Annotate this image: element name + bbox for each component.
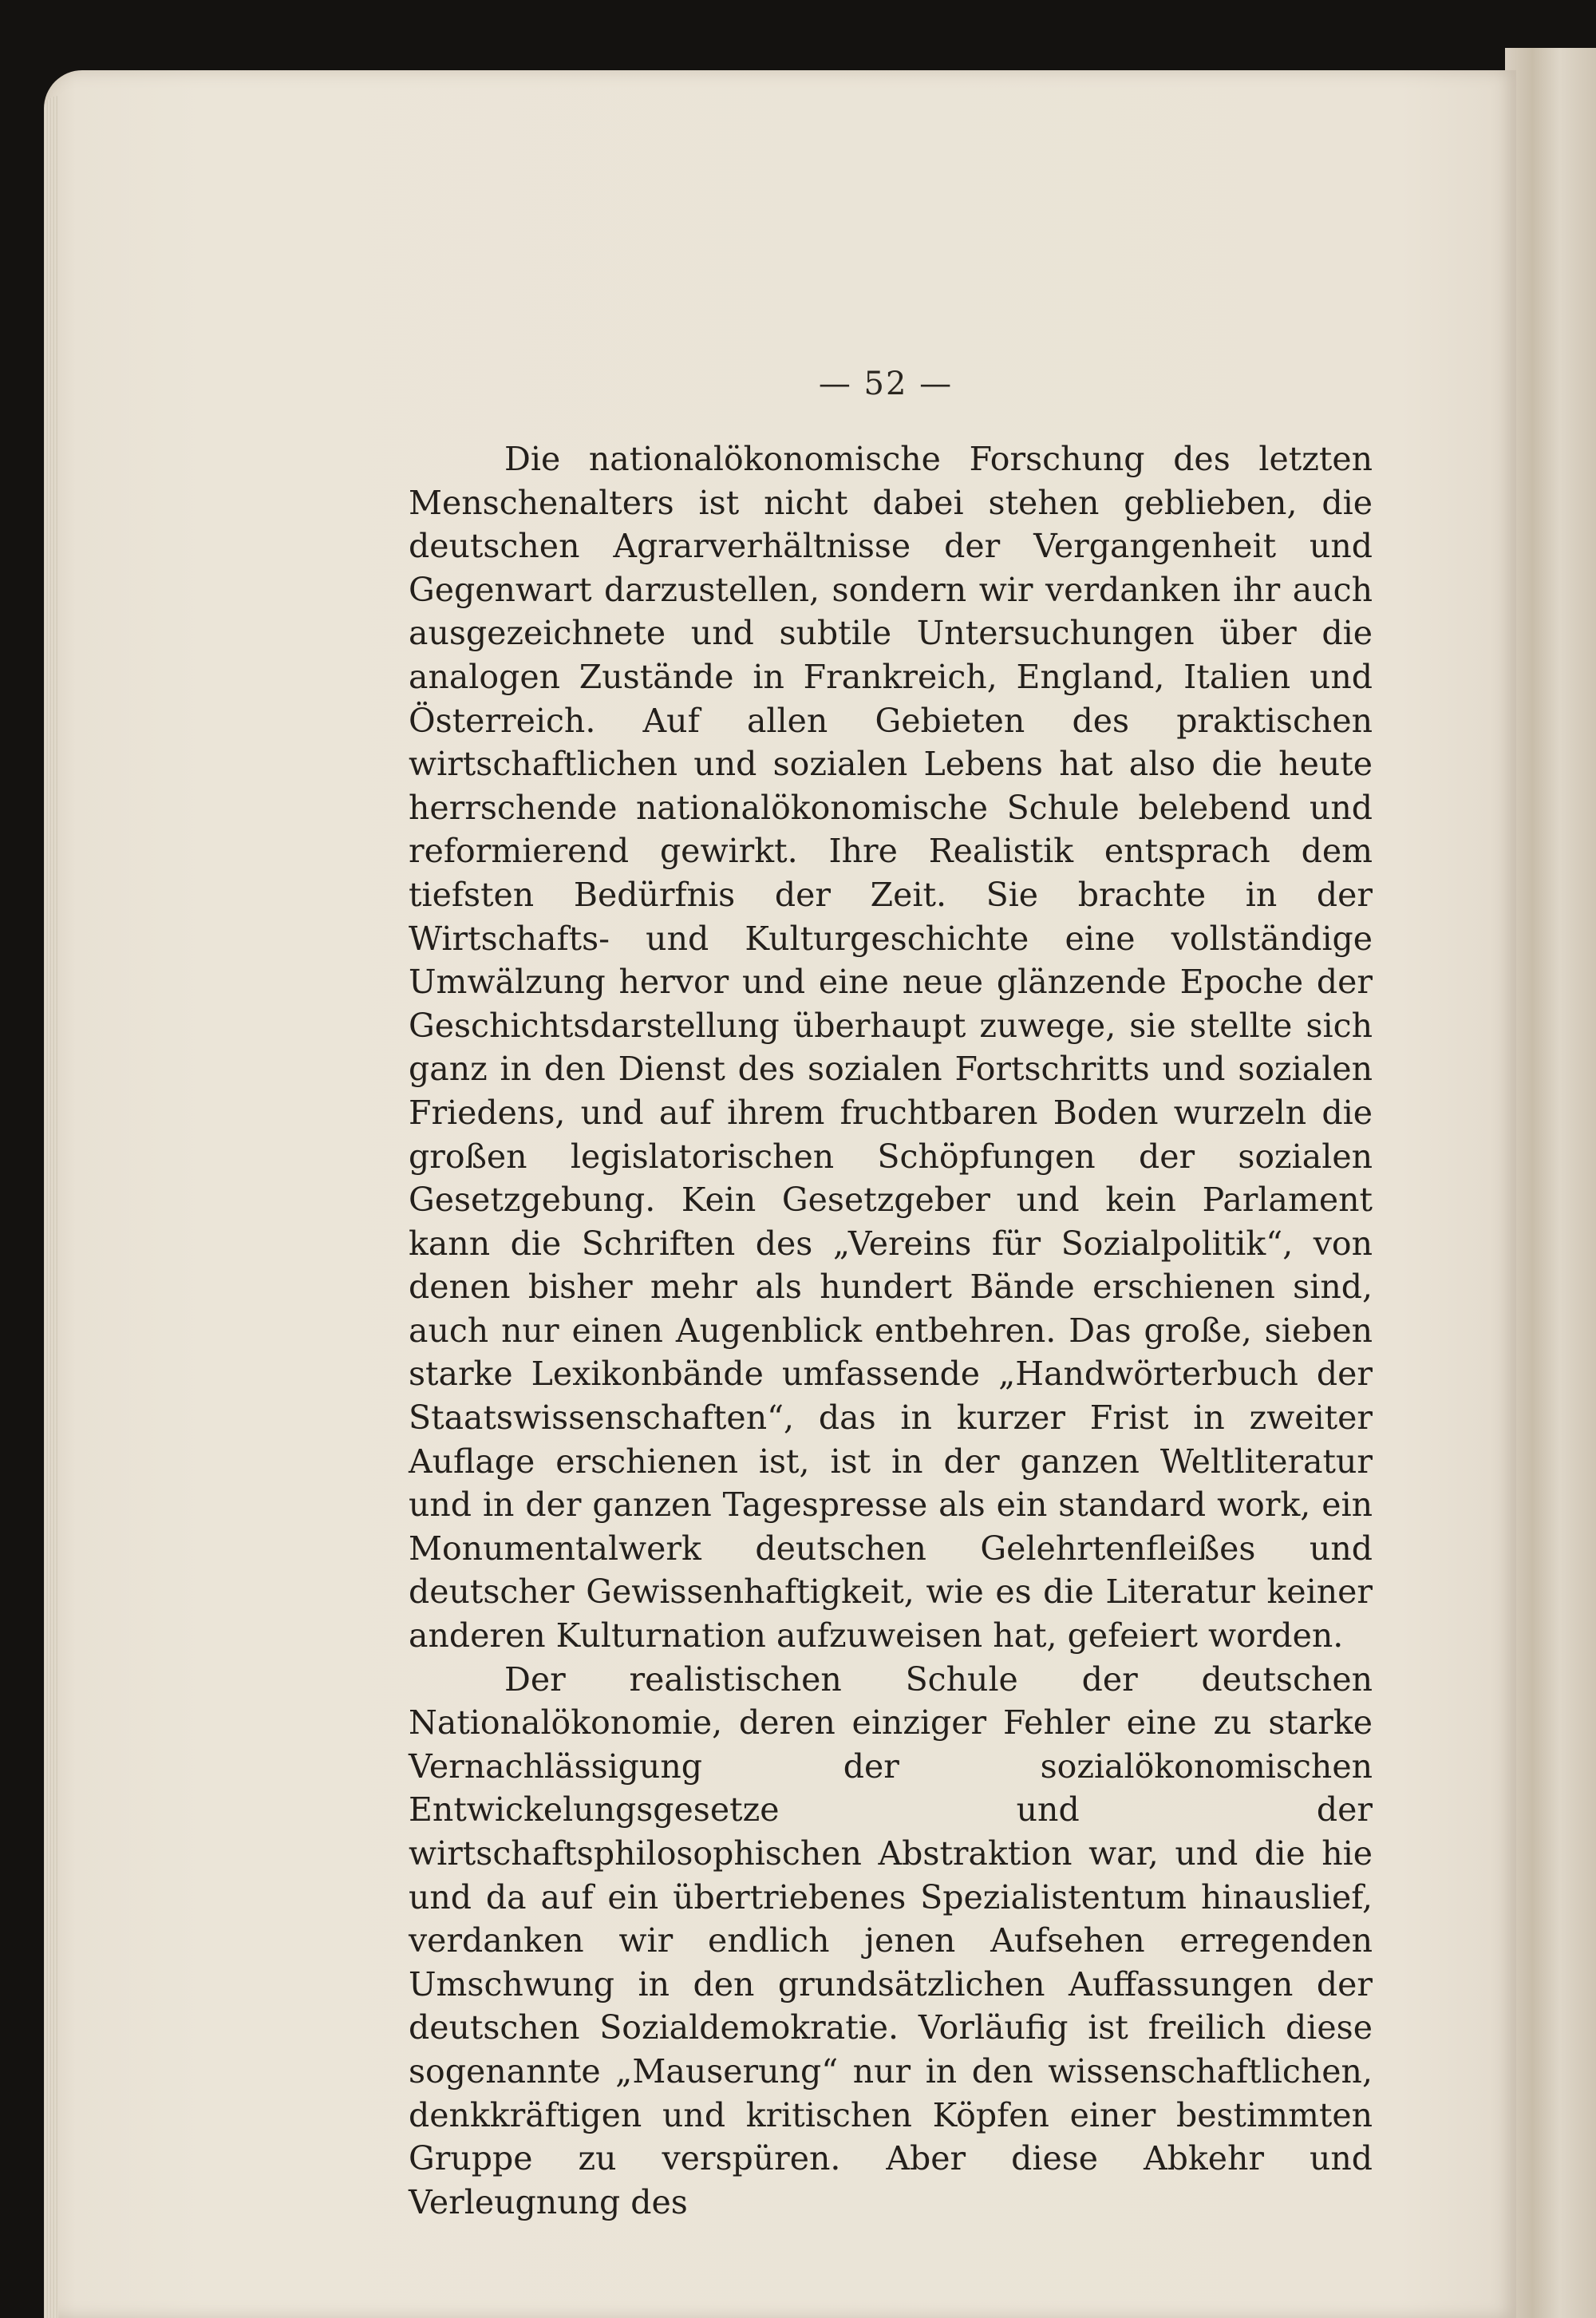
paragraph-1: Die nationalökonomische Forschung des letzten Menschenalters ist nicht dabei stehen geblieben, die deutschen Agrarverhältnisse der Vergangenheit und Gegenwart darzustellen, sondern wir verdanken ihr auch ausgezeichnete und subtile Untersuchungen über die analogen Zustände in Frankreich, England, Italien und Österreich. Auf allen Gebieten des praktischen wirtschaftlichen und sozialen Lebens hat also die heute herrschende nationalökonomische Schule belebend und reformierend gewirkt. Ihre Realistik entsprach dem tiefsten Bedürfnis der Zeit. Sie brachte in der Wirtschafts- und Kulturgeschichte eine vollständige Umwälzung hervor und eine neue glänzende Epoche der Geschichtsdarstellung überhaupt zuwege, sie stellte sich ganz in den Dienst des sozialen Fortschritts und sozialen Friedens, und auf ihrem fruchtbaren Boden wurzeln die großen legislatorischen Schöpfungen der sozialen Gesetzgebung. Kein Gesetzgeber und kein Parlament kann die Schriften des „Vereins für Sozialpolitik“, von denen bisher mehr als hundert Bände erschienen sind, auch nur einen Augenblick entbehren. Das große, sieben starke Lexikonbände umfassende „Handwörterbuch der Staatswissenschaften“, das in kurzer Frist in zweiter Auflage erschienen ist, ist in der ganzen Weltliteratur und in der ganzen Tagespresse als ein standard work, ein Monumentalwerk deutschen Gelehrtenfleißes und deutscher Gewissenhaftigkeit, wie es die Literatur keiner anderen Kulturnation aufzuweisen hat, gefeiert worden. xyxy=(409,440,1373,1655)
page-stack-edge xyxy=(44,96,58,2318)
page-number: — 52 — xyxy=(818,366,954,402)
paragraph-2: Der realistischen Schule der deutschen Nationalökonomie, deren einziger Fehler eine zu starke Vernachlässigung der sozialökonomischen Entwickelungsgesetze und der wirtschaftsphilosophischen Abstraktion war, und die hie und da auf ein übertriebenes Spezialistentum hinauslief, verdanken wir endlich jenen Aufsehen erregenden Umschwung in den grundsätzlichen Auffassungen der deutschen Sozialdemokratie. Vorläufig ist freilich diese sogenannte „Mauserung“ nur in den wissenschaftlichen, denkkräftigen und kritischen Köpfen einer bestimmten Gruppe zu verspüren. Aber diese Abkehr und Verleugnung des xyxy=(409,1659,1373,2221)
next-page-edge xyxy=(1505,48,1596,2318)
body-text xyxy=(409,437,1373,2224)
